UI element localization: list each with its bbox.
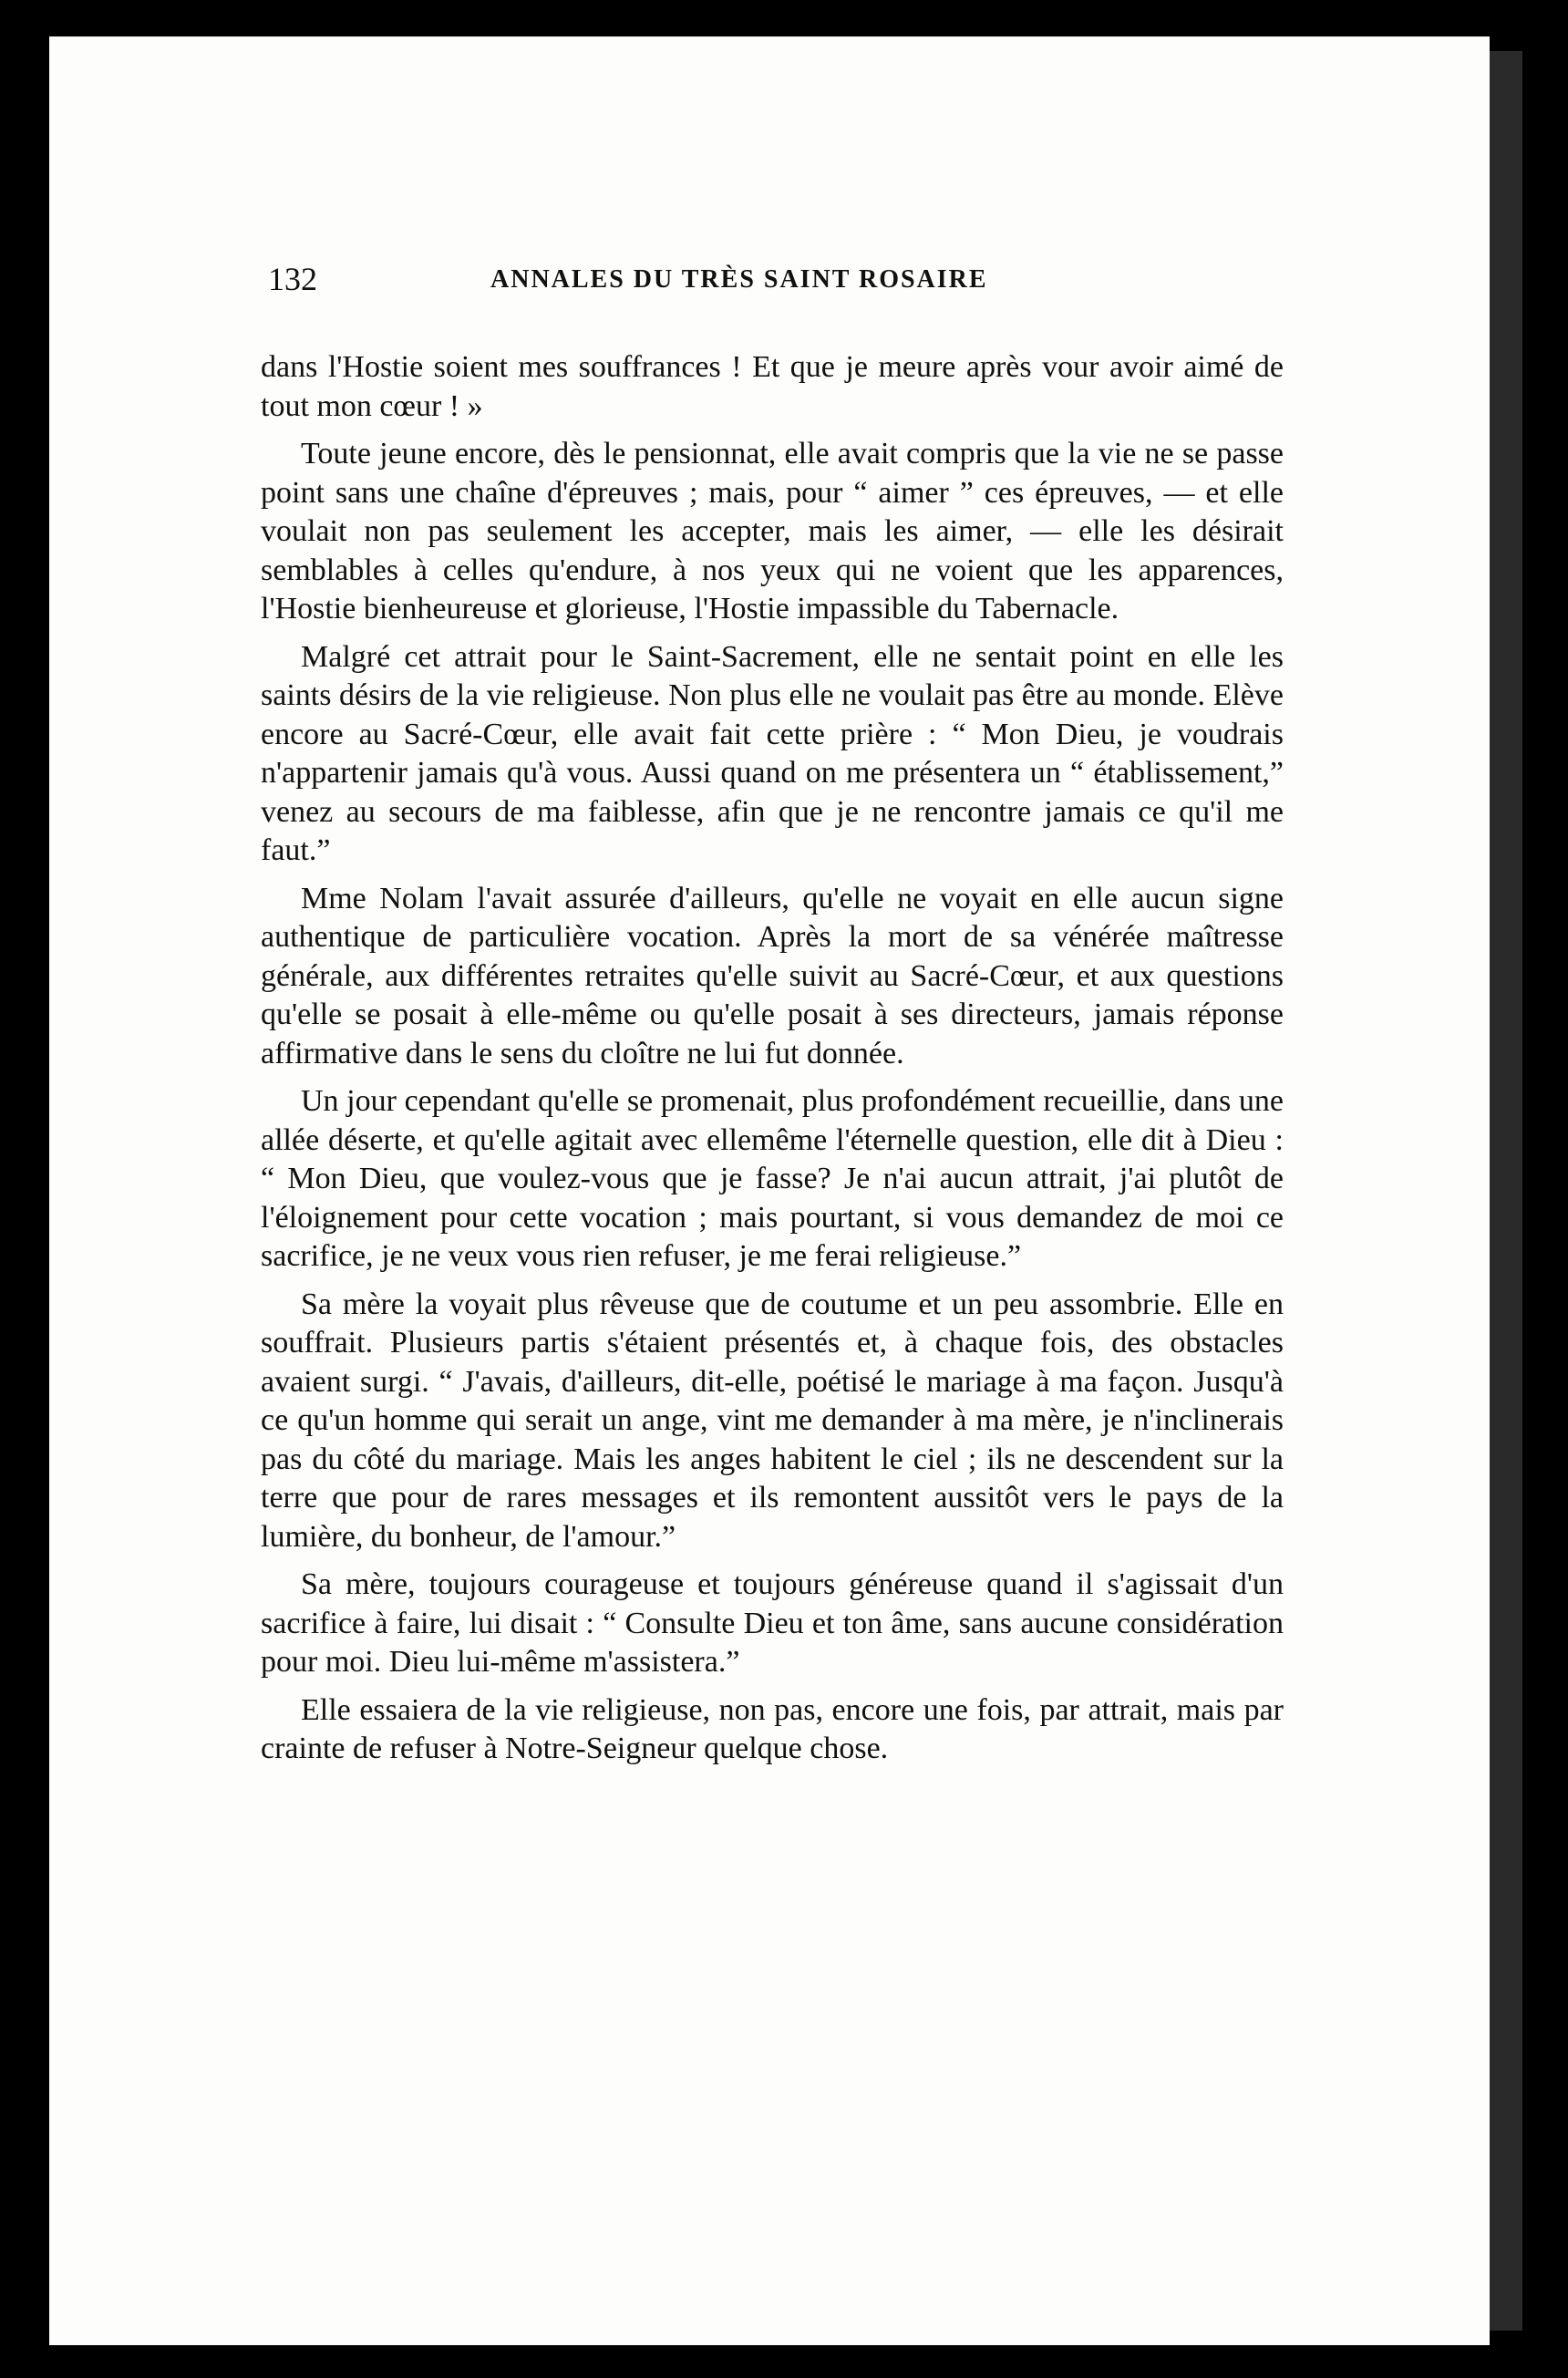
page-header	[217, 260, 1329, 305]
paragraph: dans l'Hostie soient mes souffrances ! Et que je meure après vour avoir aimé de tout mon cœur ! »	[261, 350, 1284, 423]
book-edge	[1490, 51, 1522, 2331]
paragraph: Toute jeune encore, dès le pensionnat, elle avait compris que la vie ne se passe point sans une chaîne d'épreuves ; mais, pour “ aimer ” ces épreuves, — et elle voulait non pas seulement les accepter, mais les aimer, — elle les désirait semblables à celles qu'endure, à nos yeux qui ne voient que les apparences, l'Hostie bienheureuse et glorieuse, l'Hostie impassible du Tabernacle.	[261, 437, 1284, 626]
paragraph: Un jour cependant qu'elle se promenait, plus profondément recueillie, dans une allée déserte, et qu'elle agitait avec ellemême l'éternelle question, elle dit à Dieu : “ Mon Dieu, que voulez-vous que je fasse? Je n'ai aucun attrait, j'ai plutôt de l'éloignement pour cette vocation ; mais pourtant, si vous demandez de moi ce sacrifice, je ne veux vous rien refuser, je me ferai religieuse.”	[261, 1084, 1284, 1273]
running-title: ANNALES DU TRÈS SAINT ROSAIRE	[490, 265, 988, 294]
body-text	[261, 348, 1284, 1778]
paragraph: Sa mère la voyait plus rêveuse que de coutume et un peu assombrie. Elle en souffrait. Plusieurs partis s'étaient présentés et, à chaque fois, des obstacles avaient surgi. “ J'avais, d'ailleurs, dit-elle, poétisé le mariage à ma façon. Jusqu'à ce qu'un homme qui serait un ange, vint me demander à ma mère, je n'inclinerais pas du côté du mariage. Mais les anges habitent le ciel ; ils ne descendent sur la terre que pour de rares messages et ils remontent aussitôt vers le pays de la lumière, du bonheur, de l'amour.”	[261, 1287, 1284, 1554]
paragraph: Sa mère, toujours courageuse et toujours généreuse quand il s'agissait d'un sacrifice à faire, lui disait : “ Consulte Dieu et ton âme, sans aucune considération pour moi. Dieu lui-même m'assistera.”	[261, 1567, 1284, 1679]
paragraph: Mme Nolam l'avait assurée d'ailleurs, qu'elle ne voyait en elle aucun signe authentique de particulière vocation. Après la mort de sa vénérée maîtresse générale, aux différentes retraites qu'elle suivit au Sacré-Cœur, et aux questions qu'elle se posait à elle-même ou qu'elle posait à ses directeurs, jamais réponse affirmative dans le sens du cloître ne lui fut donnée.	[261, 881, 1284, 1070]
page-number: 132	[268, 261, 317, 297]
paragraph: Malgré cet attrait pour le Saint-Sacrement, elle ne sentait point en elle les saints désirs de la vie religieuse. Non plus elle ne voulait pas être au monde. Elève encore au Sacré-Cœur, elle avait fait cette prière : “ Mon Dieu, je voudrais n'appartenir jamais qu'à vous. Aussi quand on me présentera un “ établissement,” venez au secours de ma faiblesse, afin que je ne rencontre jamais ce qu'il me faut.”	[261, 639, 1284, 867]
paragraph: Elle essaiera de la vie religieuse, non pas, encore une fois, par attrait, mais par crainte de refuser à Notre-Seigneur quelque chose.	[261, 1692, 1284, 1765]
